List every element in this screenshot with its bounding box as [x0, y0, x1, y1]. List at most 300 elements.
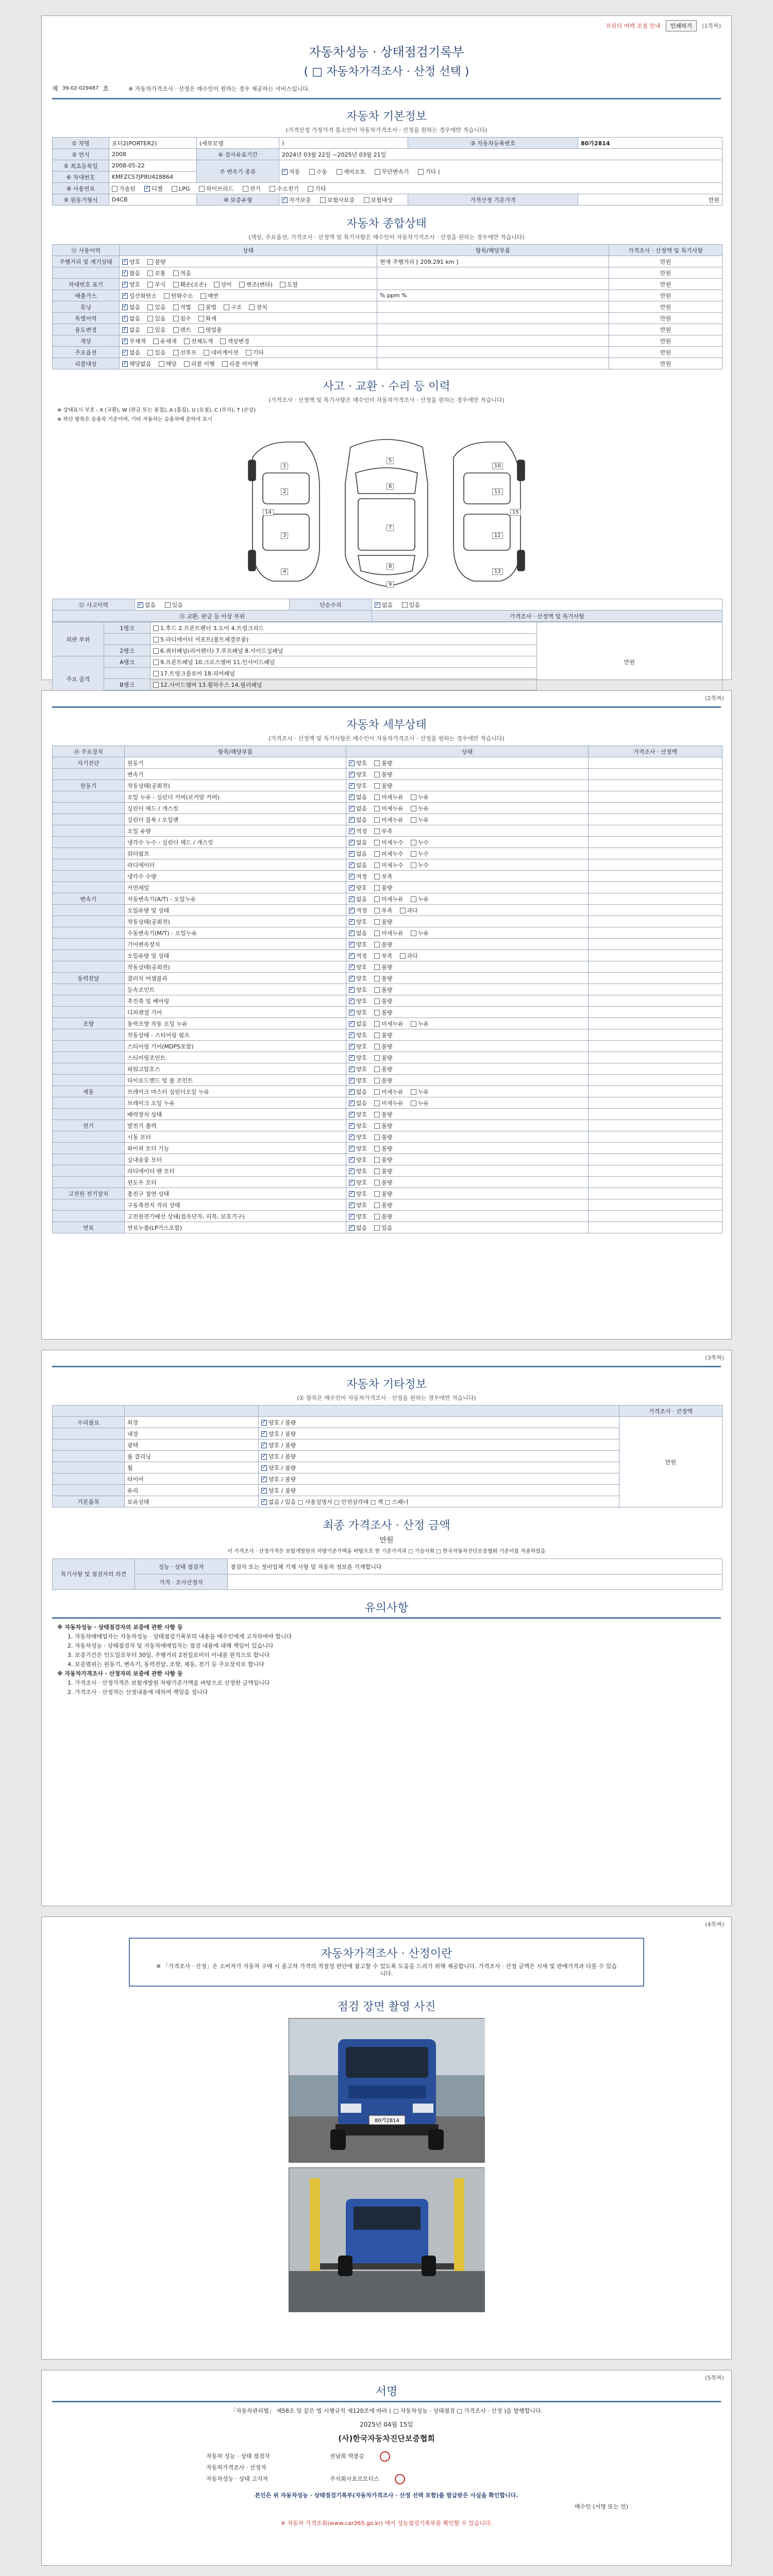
- detail-group: 조향: [53, 1018, 125, 1029]
- detail-opt-checkbox[interactable]: [349, 840, 355, 845]
- warranty-self-checkbox[interactable]: [282, 197, 288, 203]
- header-notice: ※ 자동차가격조사 · 산정은 매수인이 원하는 경우 제공하는 서비스입니다.: [128, 85, 310, 92]
- etc-opt-checkbox[interactable]: [261, 1420, 267, 1426]
- summary-opt-checkbox[interactable]: [222, 361, 228, 367]
- accident-none-checkbox[interactable]: [138, 602, 143, 608]
- summary-opt-checkbox[interactable]: [147, 316, 153, 321]
- doc-no-suffix: 호: [103, 85, 109, 92]
- warranty-target-checkbox[interactable]: [364, 197, 369, 203]
- detail-opt-checkbox[interactable]: [374, 862, 380, 868]
- summary-row: [53, 324, 722, 335]
- detail-opt-checkbox[interactable]: [349, 1225, 355, 1231]
- summary-row-price: 만원: [609, 313, 722, 324]
- diagram-part-label: 15: [510, 509, 521, 516]
- detail-row: [53, 984, 722, 995]
- fuel-diesel-checkbox[interactable]: [144, 186, 150, 192]
- detail-opt-checkbox[interactable]: [374, 987, 380, 993]
- detail-opt-checkbox[interactable]: [374, 1134, 380, 1140]
- detail-opt-checkbox[interactable]: [349, 760, 355, 766]
- grade-items: [150, 668, 537, 679]
- detail-group: [53, 814, 125, 825]
- detail-opt-checkbox[interactable]: [349, 919, 355, 925]
- detail-opt-label: 양호: [356, 963, 367, 971]
- detail-opt-checkbox[interactable]: [374, 942, 380, 947]
- detail-opt-label: 양호: [356, 771, 367, 778]
- summary-table: [52, 244, 722, 369]
- summary-opt-checkbox[interactable]: [147, 304, 153, 310]
- detail-opt-checkbox[interactable]: [374, 896, 380, 902]
- detail-opt-checkbox[interactable]: [349, 1123, 355, 1129]
- detail-opt-checkbox[interactable]: [374, 783, 380, 789]
- guide-box: [129, 1938, 644, 1987]
- vin-label: ⑥ 차대번호: [53, 172, 109, 183]
- detail-opt-label: 불량: [381, 1167, 393, 1175]
- detail-item: 워터펌프: [125, 848, 346, 859]
- summary-opt-checkbox[interactable]: [122, 304, 128, 310]
- detail-group: [53, 1041, 125, 1052]
- detail-opt-label: 양호: [356, 1201, 367, 1209]
- detail-price: [589, 1199, 722, 1211]
- summary-opt-label: 적음: [180, 269, 191, 277]
- warranty-insurance-checkbox[interactable]: [320, 197, 326, 203]
- detail-opt-checkbox[interactable]: [374, 976, 380, 981]
- price-inspector-opinion: [228, 1574, 722, 1590]
- detail-opt-checkbox[interactable]: [349, 998, 355, 1004]
- detail-opt-checkbox[interactable]: [374, 1168, 380, 1174]
- detail-opt-checkbox[interactable]: [374, 1191, 380, 1197]
- grade-item-checkbox[interactable]: [153, 659, 159, 665]
- grade-item-checkbox[interactable]: [153, 637, 159, 642]
- summary-opt-checkbox[interactable]: [173, 304, 179, 310]
- detail-opt-checkbox[interactable]: [349, 1021, 355, 1027]
- detail-opt-checkbox[interactable]: [349, 1078, 355, 1083]
- summary-opt-checkbox[interactable]: [204, 350, 209, 355]
- detail-opt-checkbox[interactable]: [411, 817, 416, 823]
- etc-opt-checkbox[interactable]: [261, 1443, 267, 1448]
- detail-opt-checkbox[interactable]: [349, 783, 355, 789]
- summary-row-item: [377, 301, 609, 313]
- detail-opt-label: 불량: [381, 975, 393, 982]
- detail-opt-label: 불량: [381, 1145, 393, 1152]
- summary-opt-checkbox[interactable]: [224, 304, 229, 310]
- summary-opt-label: 해당: [165, 360, 177, 367]
- etc-row: [53, 1417, 722, 1428]
- summary-opt-checkbox[interactable]: [198, 316, 204, 321]
- detail-opt-checkbox[interactable]: [349, 1180, 355, 1185]
- summary-opt-checkbox[interactable]: [198, 327, 204, 333]
- simple-none-checkbox[interactable]: [375, 602, 380, 608]
- summary-opt-checkbox[interactable]: [147, 270, 153, 276]
- detail-opt-checkbox[interactable]: [374, 1032, 380, 1038]
- detail-opt-checkbox[interactable]: [349, 1202, 355, 1208]
- detail-price: [589, 995, 722, 1007]
- summary-opt-checkbox[interactable]: [147, 282, 153, 287]
- trans-cvt-checkbox[interactable]: [375, 169, 380, 175]
- grade-item-checkbox[interactable]: [153, 671, 159, 676]
- detail-price: [589, 1143, 722, 1154]
- detail-group: 변속기: [53, 893, 125, 905]
- detail-opt-checkbox[interactable]: [374, 1078, 380, 1083]
- summary-row-item: [377, 267, 609, 279]
- summary-opt-checkbox[interactable]: [173, 282, 179, 287]
- summary-row-label: 배출가스: [53, 290, 120, 301]
- detail-opt-checkbox[interactable]: [349, 1010, 355, 1015]
- detail-opt-checkbox[interactable]: [374, 1010, 380, 1015]
- detail-opt-label: 양호: [356, 782, 367, 789]
- detail-opt-label: 불량: [381, 782, 393, 789]
- summary-opt-checkbox[interactable]: [246, 350, 251, 355]
- doc-number: 39-02-029487: [62, 86, 99, 91]
- summary-opt-checkbox[interactable]: [147, 350, 153, 355]
- trans-auto-checkbox[interactable]: [282, 169, 288, 175]
- summary-row-price: 만원: [609, 290, 722, 301]
- detail-opt-checkbox[interactable]: [411, 840, 416, 845]
- detail-opt-checkbox[interactable]: [349, 874, 355, 879]
- summary-row: [53, 267, 722, 279]
- detail-opt-checkbox[interactable]: [374, 1066, 380, 1072]
- signature-footer-2: 매수인 (서명 또는 인): [574, 2503, 628, 2510]
- detail-item: 자동변속기(A/T) - 오일누유: [125, 893, 346, 905]
- summary-opt-checkbox[interactable]: [173, 350, 179, 355]
- detail-item: 충전구 절연 상태: [125, 1188, 346, 1199]
- diagram-part-label: 2: [281, 488, 288, 495]
- detail-opt-checkbox[interactable]: [349, 908, 355, 913]
- detail-opt-checkbox[interactable]: [411, 851, 416, 857]
- detail-opt-checkbox[interactable]: [374, 772, 380, 777]
- detail-opt-checkbox[interactable]: [411, 806, 416, 811]
- detail-opt-label: 누유: [417, 895, 429, 903]
- summary-opt-checkbox[interactable]: [122, 293, 128, 299]
- detail-item: 타이로드엔드 및 볼 조인트: [125, 1075, 346, 1086]
- summary-opt-label: 적법: [180, 303, 191, 311]
- detail-opt-checkbox[interactable]: [374, 1044, 380, 1049]
- detail-opt-checkbox[interactable]: [374, 885, 380, 891]
- detail-opt-checkbox[interactable]: [349, 817, 355, 823]
- detail-opt-checkbox[interactable]: [349, 1146, 355, 1151]
- grade-item-checkbox[interactable]: [153, 625, 159, 631]
- detail-opt-checkbox[interactable]: [349, 1157, 355, 1163]
- summary-opt-checkbox[interactable]: [122, 350, 128, 355]
- detail-opt-checkbox[interactable]: [374, 817, 380, 823]
- fuel-hydrogen-checkbox[interactable]: [270, 186, 275, 192]
- signer2-label: 자동차가격조사 · 산정자: [206, 2464, 266, 2471]
- detail-opt-checkbox[interactable]: [349, 1112, 355, 1117]
- signer3-name: 주식회사포르모터스: [330, 2476, 379, 2482]
- accident-yes-checkbox[interactable]: [165, 602, 171, 608]
- detail-row: [53, 848, 722, 859]
- detail-opt-checkbox[interactable]: [349, 1044, 355, 1049]
- detail-price: [589, 1075, 722, 1086]
- detail-opt-checkbox[interactable]: [411, 1021, 416, 1027]
- trans-manual-label: 수동: [316, 168, 328, 175]
- fuel-electric-checkbox[interactable]: [243, 186, 248, 192]
- detail-group: [53, 825, 125, 837]
- trans-etc-checkbox[interactable]: [418, 169, 424, 175]
- etc-opt-checkbox[interactable]: [261, 1454, 267, 1460]
- etc-title: 자동차 기타정보: [346, 1378, 427, 1391]
- detail-opt-checkbox[interactable]: [349, 942, 355, 947]
- detail-price: [589, 757, 722, 769]
- detail-row: [53, 871, 722, 882]
- detail-group: 동력전달: [53, 973, 125, 984]
- detail-price: [589, 814, 722, 825]
- detail-opt-label: 양호: [356, 1031, 367, 1039]
- detail-opt-checkbox[interactable]: [349, 964, 355, 970]
- etc-opt-checkbox[interactable]: [261, 1488, 267, 1494]
- detail-opt-checkbox[interactable]: [349, 862, 355, 868]
- detail-opt-checkbox[interactable]: [374, 806, 380, 811]
- detail-opt-checkbox[interactable]: [374, 1180, 380, 1185]
- summary-opt-checkbox[interactable]: [220, 338, 226, 344]
- trans-etc-label: 기타 (: [425, 168, 441, 175]
- detail-opt-checkbox[interactable]: [374, 1112, 380, 1117]
- summary-row-status: [120, 347, 377, 358]
- etc-status: [259, 1451, 619, 1462]
- detail-opt-checkbox[interactable]: [349, 1089, 355, 1095]
- summary-opt-checkbox[interactable]: [122, 282, 128, 287]
- car-diagram: [232, 427, 541, 597]
- summary-opt-checkbox[interactable]: [184, 338, 190, 344]
- summary-opt-checkbox[interactable]: [122, 270, 128, 276]
- summary-opt-label: 유채색: [160, 337, 177, 345]
- detail-opt-checkbox[interactable]: [349, 1214, 355, 1219]
- detail-opt-checkbox[interactable]: [349, 1168, 355, 1174]
- summary-row-status: [120, 358, 377, 369]
- detail-opt-label: 적정: [356, 827, 367, 835]
- summary-opt-label: 영업용: [205, 326, 222, 333]
- summary-opt-checkbox[interactable]: [239, 282, 245, 287]
- detail-opt-checkbox[interactable]: [374, 919, 380, 925]
- detail-opt-label: 양호: [356, 884, 367, 891]
- detail-item: 작동상태(공회전): [125, 780, 346, 791]
- detail-opt-checkbox[interactable]: [374, 953, 380, 959]
- etc-opt-checkbox[interactable]: [261, 1431, 267, 1437]
- detail-opt-checkbox[interactable]: [374, 851, 380, 857]
- detail-opt-checkbox[interactable]: [349, 885, 355, 891]
- price-basis-label: 가격산정 기준가격: [408, 194, 578, 206]
- detail-group: [53, 791, 125, 803]
- detail-price: [589, 848, 722, 859]
- etc-item: 휠: [125, 1462, 259, 1473]
- detail-opt-checkbox[interactable]: [411, 930, 416, 936]
- etc-group: [53, 1473, 125, 1485]
- etc-group: [53, 1451, 125, 1462]
- simple-yes-checkbox[interactable]: [402, 602, 408, 608]
- summary-opt-checkbox[interactable]: [122, 361, 128, 367]
- detail-opt-checkbox[interactable]: [374, 1202, 380, 1208]
- summary-opt-checkbox[interactable]: [122, 259, 128, 265]
- detail-row: [53, 1143, 722, 1154]
- detail-row: [53, 961, 722, 973]
- detail-opt-checkbox[interactable]: [349, 1100, 355, 1106]
- summary-opt-checkbox[interactable]: [198, 304, 204, 310]
- detail-opt-checkbox[interactable]: [374, 760, 380, 766]
- detail-opt-label: 양호: [356, 1077, 367, 1084]
- detail-opt-label: 미세누수: [381, 861, 404, 869]
- summary-opt-checkbox[interactable]: [173, 270, 179, 276]
- trans-semi-checkbox[interactable]: [337, 169, 342, 175]
- detail-opt-checkbox[interactable]: [374, 1055, 380, 1061]
- guide-text: ※ 「가격조사 · 산정」은 소비자가 자동차 구매 시 중고차 가격의 적절성 판단에 참고할 수 있도록 도움을 드리기 위해 제공합니다. 가격조사 · 산정 금액은 시세 및 판매가격과 다를 수 있습니다.: [156, 1963, 617, 1977]
- detail-item: 원동기: [125, 757, 346, 769]
- summary-opt-checkbox[interactable]: [147, 327, 153, 333]
- summary-opt-checkbox[interactable]: [122, 338, 128, 344]
- detail-opt-label: 없음: [356, 793, 367, 801]
- detail-opt-checkbox[interactable]: [349, 1134, 355, 1140]
- summary-opt-checkbox[interactable]: [164, 293, 170, 299]
- summary-row-label: 차대번호 표기: [53, 279, 120, 290]
- page-number: (1쪽짜): [702, 23, 721, 29]
- etc-col-blank3: [259, 1405, 619, 1417]
- detail-opt-checkbox[interactable]: [349, 794, 355, 800]
- detail-group: [53, 1154, 125, 1165]
- detail-opt-checkbox[interactable]: [349, 1066, 355, 1072]
- summary-opt-checkbox[interactable]: [159, 361, 164, 367]
- detail-opt-checkbox[interactable]: [374, 1123, 380, 1129]
- detail-opt-checkbox[interactable]: [400, 908, 406, 913]
- detail-opt-checkbox[interactable]: [374, 930, 380, 936]
- detail-opt-checkbox[interactable]: [349, 930, 355, 936]
- detail-group: [53, 848, 125, 859]
- diagram-part-label: 12: [492, 532, 503, 539]
- detail-status: [346, 927, 589, 939]
- grade-item-checkbox[interactable]: [153, 648, 159, 654]
- summary-opt-checkbox[interactable]: [200, 293, 206, 299]
- detail-opt-label: 있음: [381, 1224, 393, 1231]
- summary-opt-checkbox[interactable]: [173, 316, 179, 321]
- summary-row-label: 용도변경: [53, 324, 120, 335]
- accident-legend-2: ※ 하단 항목은 승용차 기준이며, 기타 자동차는 승용차에 준하여 표시: [57, 417, 212, 422]
- summary-opt-checkbox[interactable]: [153, 338, 159, 344]
- summary-row-status: [120, 279, 377, 290]
- detail-opt-checkbox[interactable]: [349, 1055, 355, 1061]
- detail-opt-checkbox[interactable]: [374, 964, 380, 970]
- truck-lift-photo: [289, 2168, 485, 2312]
- detail-opt-checkbox[interactable]: [374, 1021, 380, 1027]
- price-basis-unit: 만원: [578, 194, 722, 206]
- detail-status: [346, 848, 589, 859]
- detail-opt-label: 누수: [417, 850, 429, 857]
- detail-opt-checkbox[interactable]: [349, 828, 355, 834]
- detail-opt-checkbox[interactable]: [374, 1100, 380, 1106]
- detail-opt-checkbox[interactable]: [349, 896, 355, 902]
- grade-item-label: 6.쿼터패널(리어펜더) 7.루프패널 8.사이드실패널: [160, 647, 283, 654]
- detail-opt-checkbox[interactable]: [374, 1089, 380, 1095]
- detail-opt-checkbox[interactable]: [400, 953, 406, 959]
- signature-date: 2025년 04월 15일: [360, 2421, 413, 2428]
- diagram-part-label: 9: [386, 581, 394, 588]
- detail-opt-checkbox[interactable]: [374, 1146, 380, 1151]
- trans-semi-label: 세미오토: [343, 168, 366, 175]
- detail-opt-label: 부족: [381, 827, 393, 835]
- detail-opt-checkbox[interactable]: [349, 1191, 355, 1197]
- detail-opt-checkbox[interactable]: [411, 862, 416, 868]
- fuel-etc-checkbox[interactable]: [308, 186, 313, 192]
- summary-opt-checkbox[interactable]: [173, 327, 179, 333]
- detail-opt-checkbox[interactable]: [349, 851, 355, 857]
- grade-rank: B랭크: [104, 679, 150, 690]
- summary-opt-label: 없음: [129, 326, 141, 333]
- detail-opt-label: 양호: [356, 1167, 367, 1175]
- summary-opt-checkbox[interactable]: [280, 282, 285, 287]
- detail-opt-checkbox[interactable]: [374, 998, 380, 1004]
- detail-opt-checkbox[interactable]: [374, 794, 380, 800]
- summary-opt-checkbox[interactable]: [249, 304, 255, 310]
- detail-opt-label: 양호: [356, 986, 367, 993]
- detail-price: [589, 893, 722, 905]
- detail-table: [52, 745, 722, 1233]
- detail-item: 발전기 출력: [125, 1120, 346, 1131]
- detail-status: [346, 837, 589, 848]
- detail-opt-checkbox[interactable]: [349, 976, 355, 981]
- detail-row: [53, 1165, 722, 1177]
- detail-title: 자동차 세부상태: [346, 719, 427, 732]
- page-3: [41, 1350, 732, 1906]
- printer-notice-link[interactable]: 프린터 여백 조절 안내: [606, 23, 661, 29]
- grade-item-label: 1.후드 2.프론트펜더 3.도어 4.트렁크리드: [160, 624, 264, 632]
- detail-opt-checkbox[interactable]: [349, 1032, 355, 1038]
- summary-opt-checkbox[interactable]: [122, 316, 128, 321]
- detail-opt-label: 불량: [381, 1054, 393, 1061]
- summary-row-price: 만원: [609, 301, 722, 313]
- detail-opt-checkbox[interactable]: [374, 1214, 380, 1219]
- signer1-label: 자동차 성능 · 상태 점검자: [206, 2453, 270, 2460]
- detail-opt-checkbox[interactable]: [374, 1157, 380, 1163]
- detail-opt-checkbox[interactable]: [374, 1225, 380, 1231]
- detail-opt-checkbox[interactable]: [411, 1100, 416, 1106]
- detail-opt-checkbox[interactable]: [374, 840, 380, 845]
- special-note-line: 3. 보증기간은 인도일로부터 30일, 주행거리 2천킬로미터 이내를 원칙으로 합니다: [68, 1652, 270, 1658]
- detail-opt-checkbox[interactable]: [374, 874, 380, 879]
- detail-opt-checkbox[interactable]: [411, 794, 416, 800]
- document-title: 자동차성능 · 상태점검기록부: [309, 45, 464, 59]
- detail-opt-checkbox[interactable]: [349, 772, 355, 777]
- detail-item: 오일 유량: [125, 825, 346, 837]
- summary-opt-checkbox[interactable]: [184, 361, 190, 367]
- etc-opt-checkbox[interactable]: [261, 1499, 267, 1505]
- damage-area-label: ⑬ 교환, 판금 등 이상 부위: [53, 611, 372, 622]
- detail-opt-checkbox[interactable]: [349, 953, 355, 959]
- detail-opt-checkbox[interactable]: [374, 908, 380, 913]
- page-number: (4쪽짜): [705, 1921, 724, 1928]
- trans-manual-checkbox[interactable]: [309, 169, 315, 175]
- detail-item: 변속기: [125, 769, 346, 780]
- fuel-gasoline-checkbox[interactable]: [112, 186, 117, 192]
- detail-row: [53, 905, 722, 916]
- summary-opt-checkbox[interactable]: [122, 327, 128, 333]
- grade-item-label: 17.트렁크플로어 18.리어패널: [160, 670, 235, 677]
- detail-opt-checkbox[interactable]: [411, 1089, 416, 1095]
- detail-price: [589, 1188, 722, 1199]
- summary-opt-checkbox[interactable]: [214, 282, 220, 287]
- etc-opt-checkbox[interactable]: [261, 1477, 267, 1482]
- print-button[interactable]: 인쇄하기: [666, 20, 697, 31]
- etc-opt-checkbox[interactable]: [261, 1465, 267, 1471]
- detail-opt-checkbox[interactable]: [411, 896, 416, 902]
- detail-opt-label: 없음: [356, 816, 367, 823]
- detail-opt-checkbox[interactable]: [349, 987, 355, 993]
- fuel-lpg-checkbox[interactable]: [172, 186, 177, 192]
- detail-opt-checkbox[interactable]: [349, 806, 355, 811]
- detail-opt-label: 불량: [381, 1009, 393, 1016]
- fuel-hybrid-checkbox[interactable]: [199, 186, 205, 192]
- grade-rank: [104, 668, 150, 679]
- grade-item-checkbox[interactable]: [153, 682, 159, 688]
- detail-price: [589, 973, 722, 984]
- detail-status: [346, 939, 589, 950]
- summary-opt-checkbox[interactable]: [147, 259, 153, 265]
- detail-opt-checkbox[interactable]: [374, 828, 380, 834]
